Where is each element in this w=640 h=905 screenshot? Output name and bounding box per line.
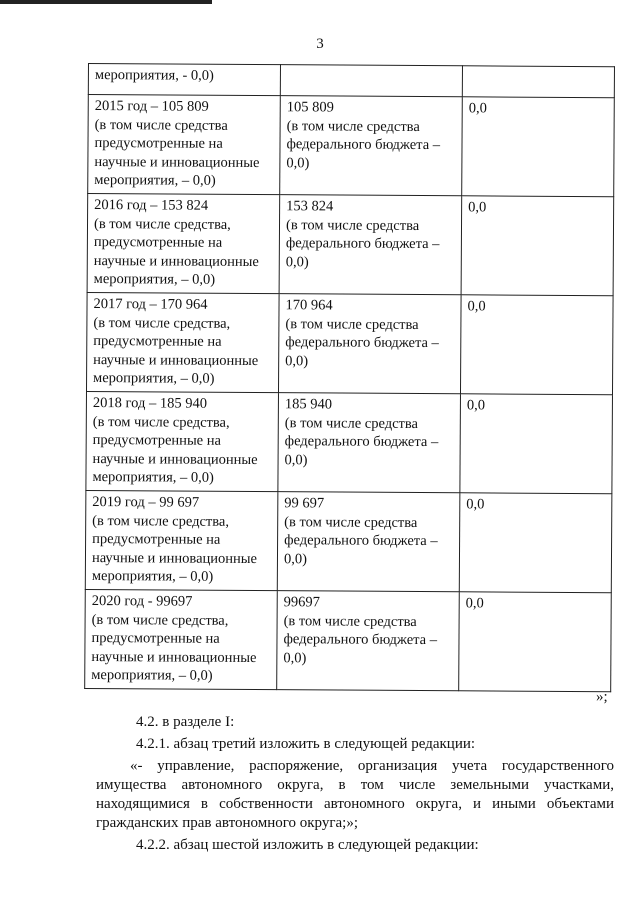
paragraph-4-2-1: 4.2.1. абзац третий изложить в следующей редакции: [136, 736, 476, 752]
cell-text-line: 170 964 [285, 297, 333, 314]
table-cell-funding-year [88, 95, 281, 195]
paragraph-4-2: 4.2. в разделе I: [136, 714, 235, 730]
cell-text-line: 2015 год – 105 809 [94, 98, 209, 115]
cell-text-line: 0,0) [285, 253, 309, 270]
cell-text-line: федерального бюджета – [284, 532, 438, 550]
cell-text-line: 0,0) [283, 550, 307, 567]
paragraph-quote-line-3: находящимися в собственности автономного округа, и иными объектами [96, 796, 614, 812]
cell-text-line: 153 824 [286, 198, 334, 215]
cell-text-line: (в том числе средства [286, 117, 420, 135]
cell-text-line: (в том числе средства, [92, 413, 230, 431]
cell-text-line: 2017 год – 170 964 [93, 296, 208, 313]
cell-text-line: мероприятия, – 0,0) [93, 271, 216, 288]
table-cell-col1: мероприятия, - 0,0) [88, 64, 280, 96]
cell-text-line: научные и инновационные [94, 153, 260, 171]
table-cell-funding-year [87, 194, 280, 294]
table-cell-funding-year [85, 490, 278, 590]
paragraph-quote-line-4: гражданских прав автономного округа;»; [96, 815, 358, 831]
table-cell-federal-budget [278, 393, 461, 493]
cell-text-line: 0,0) [286, 154, 310, 171]
cell-text-line: федерального бюджета – [284, 433, 439, 451]
cell-text-line: мероприятия, – 0,0) [92, 469, 214, 486]
cell-text-line: федерального бюджета – [286, 136, 441, 154]
table-cell-federal-budget [280, 96, 463, 196]
table-cell-federal-budget [277, 591, 460, 691]
cell-text-line: (в том числе средства [283, 612, 417, 630]
table-cell-other-budget: 0,0 [462, 97, 615, 197]
paragraph-4-2-2: 4.2.2. абзац шестой изложить в следующей редакции: [136, 837, 479, 853]
cell-text-line: научные и инновационные [93, 252, 259, 270]
table-cell-funding-year [86, 391, 279, 491]
cell-text-line: (в том числе средства [285, 216, 420, 234]
cell-text-line: (в том числе средства, [92, 512, 230, 530]
cell-text-line: мероприятия, – 0,0) [91, 667, 213, 684]
cell-text-line: предусмотренные на [93, 333, 222, 350]
cell-text-line: мероприятия, – 0,0) [94, 172, 216, 189]
table-row-continued [88, 64, 614, 98]
cell-text-line: предусмотренные на [93, 234, 223, 251]
cell-text-line: 2019 год – 99 697 [92, 494, 200, 511]
cell-text-line: 99 697 [284, 495, 325, 512]
cell-text-line: 0,0) [285, 352, 309, 369]
cell-text-line: предусмотренные на [94, 135, 223, 152]
table-row [86, 292, 613, 394]
cell-text-line: федерального бюджета – [283, 631, 438, 649]
cell-text-line: предусмотренные на [91, 630, 220, 647]
cell-text-line: федерального бюджета – [285, 334, 439, 352]
cell-text-line: 185 940 [284, 396, 333, 413]
table-row [86, 391, 613, 493]
budget-table [84, 63, 615, 692]
cell-text-line: 0,0) [284, 451, 308, 468]
table-cell-funding-year [85, 589, 278, 689]
table-cell-col2 [280, 65, 462, 97]
paragraph-quote-line-2: имущества автономного округа, в том числе земельными участками, [96, 777, 614, 793]
table-cell-col3 [462, 66, 614, 98]
table-cell-other-budget: 0,0 [459, 592, 612, 692]
cell-text-line: 0,0) [283, 649, 307, 666]
cell-text-line: (в том числе средства [284, 414, 419, 432]
cell-text-line: федерального бюджета – [285, 235, 440, 253]
table-row [85, 490, 612, 592]
table-cell-federal-budget [279, 195, 462, 295]
cell-text-line: (в том числе средства [284, 513, 418, 531]
table-cell-other-budget: 0,0 [461, 196, 614, 296]
cell-text-line: предусмотренные на [92, 531, 221, 548]
table-row [88, 95, 615, 197]
table-cell-other-budget: 0,0 [460, 295, 613, 395]
table-cell-federal-budget [278, 294, 461, 394]
cell-text-line: (в том числе средства [94, 116, 228, 134]
cell-text-line: научные и инновационные [93, 351, 259, 369]
closing-quote: »; [596, 689, 608, 705]
cell-text-line: 105 809 [286, 99, 334, 116]
cell-text-line: (в том числе средства, [93, 314, 231, 332]
cell-text-line: мероприятия, – 0,0) [91, 568, 214, 585]
table-cell-federal-budget [277, 492, 460, 592]
table-row [85, 589, 612, 691]
cell-text-line: научные и инновационные [91, 648, 257, 666]
table-cell-funding-year [86, 292, 279, 392]
cell-text-line: 2020 год - 99697 [91, 593, 193, 610]
page-number: 3 [316, 36, 324, 52]
paragraph-quote-line-1: «- управление, распоряжение, организация учета государственного [130, 758, 614, 774]
cell-text-line: 2018 год – 185 940 [92, 395, 208, 412]
cell-text-line: предусмотренные на [92, 432, 222, 449]
cell-text-line: (в том числе средства, [93, 215, 231, 233]
cell-text-line: 2016 год – 153 824 [94, 197, 209, 214]
cell-text-line: (в том числе средства, [91, 611, 229, 629]
cell-text-line: научные и инновационные [91, 549, 258, 567]
cell-text-line: мероприятия, – 0,0) [93, 370, 215, 387]
cell-text-line: 99697 [283, 594, 321, 611]
cell-text-line: (в том числе средства [285, 315, 419, 333]
table-row [87, 194, 614, 296]
cell-text-line: научные и инновационные [92, 450, 258, 468]
table-cell-other-budget: 0,0 [459, 493, 612, 593]
table-cell-other-budget: 0,0 [460, 394, 613, 494]
scan-edge-mark [0, 0, 212, 4]
